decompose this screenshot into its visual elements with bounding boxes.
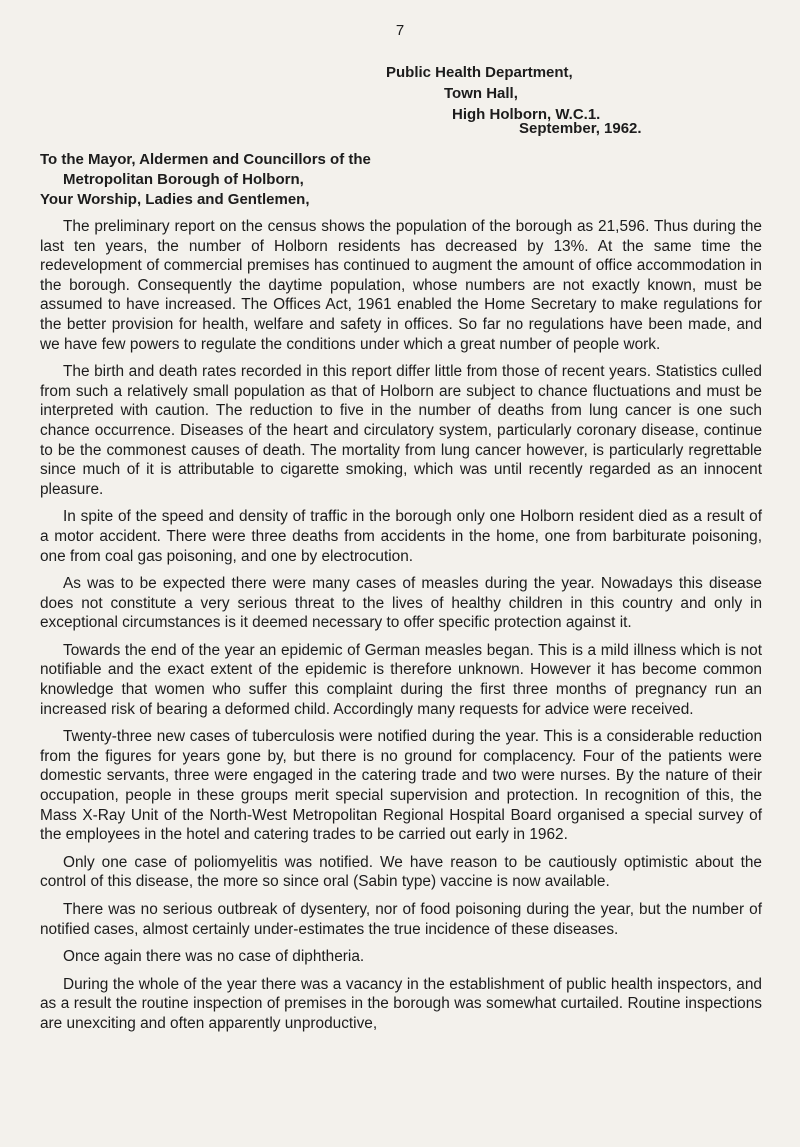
paragraph: Once again there was no case of diphtheria. xyxy=(63,948,365,966)
paragraph: Only one case of poliomyelitis was notified. We have reason to be cautiously optimistic about the control of this disease, the more so since oral (Sabin type) vaccine is now available. xyxy=(40,853,762,891)
letter-date: September, 1962. xyxy=(519,120,642,137)
salutation-line-1: To the Mayor, Aldermen and Councillors of the xyxy=(40,151,371,168)
page-number: 7 xyxy=(395,22,405,39)
paragraph: During the whole of the year there was a vacancy in the establishment of public health inspectors, and as a result the routine inspection of premises in the borough was somewhat curtailed. Routine inspections are unexciting and often apparently unproductive, xyxy=(40,975,762,1032)
salutation-line-2: Metropolitan Borough of Holborn, xyxy=(63,171,304,188)
sender-street: High Holborn, W.C.1. xyxy=(452,106,601,123)
paragraph: In spite of the speed and density of traffic in the borough only one Holborn resident died as a result of a motor accident. There were three deaths from accidents in the home, one from barbiturate poisoning, one from coal gas poisoning, and one by electrocution. xyxy=(40,508,762,565)
paragraph: As was to be expected there were many cases of measles during the year. Nowadays this disease does not constitute a very serious threat to the lives of healthy children in this country and only in exceptional circumstances is it deemed necessary to offer specific protection against it. xyxy=(40,575,762,632)
salutation xyxy=(40,150,371,210)
paragraph: The preliminary report on the census shows the population of the borough as 21,596. Thus during the last ten years, the number of Holborn residents has decreased by 13%. At the same time the redevelopment of commercial premises has continued to augment the amount of office accommodation in the borough. Consequently the daytime population, whose numbers are not exactly known, must be assumed to have increased. The Offices Act, 1961 enabled the Home Secretary to make regulations for the better provision for health, welfare and safety in offices. So far no regulations have been made, and we have few powers to regulate the conditions under which a great number of people work. xyxy=(40,218,762,353)
paragraph: Twenty-three new cases of tuberculosis were notified during the year. This is a considerable reduction from the figures for years gone by, but there is no ground for complacency. Four of the patients were domestic servants, three were engaged in the catering trade and two were nurses. By the nature of their occupation, people in these groups merit special supervision and protection. In recognition of this, the Mass X-Ray Unit of the North-West Metropolitan Regional Hospital Board organised a special survey of the employees in the hotel and catering trades to be carried out early in 1962. xyxy=(40,728,762,844)
salutation-line-3: Your Worship, Ladies and Gentlemen, xyxy=(40,191,310,208)
sender-department: Public Health Department, xyxy=(386,64,573,81)
sender-building: Town Hall, xyxy=(444,85,518,102)
paragraph: Towards the end of the year an epidemic of German measles began. This is a mild illness which is not notifiable and the exact extent of the epidemic is therefore unknown. However it has become common knowledge that women who suffer this complaint during the first three months of pregnancy run an increased risk of bearing a deformed child. Accordingly many requests for advice were received. xyxy=(40,641,762,718)
letter-body xyxy=(40,217,762,1042)
paragraph: There was no serious outbreak of dysentery, nor of food poisoning during the year, but the number of notified cases, almost certainly under-estimates the true incidence of these diseases. xyxy=(40,901,762,938)
paragraph: The birth and death rates recorded in this report differ little from those of recent years. Statistics culled from such a relatively small population as that of Holborn are subject to chance fluctuations and must be interpreted with caution. The reduction to five in the number of deaths from lung cancer is one such chance occurrence. Diseases of the heart and circulatory system, particularly coronary disease, continue to be the commonest causes of death. The mortality from lung cancer however, is particularly regrettable since much of it is attributable to cigarette smoking, which was until recently regarded as an innocent pleasure. xyxy=(40,363,762,498)
sender-address xyxy=(386,62,600,125)
